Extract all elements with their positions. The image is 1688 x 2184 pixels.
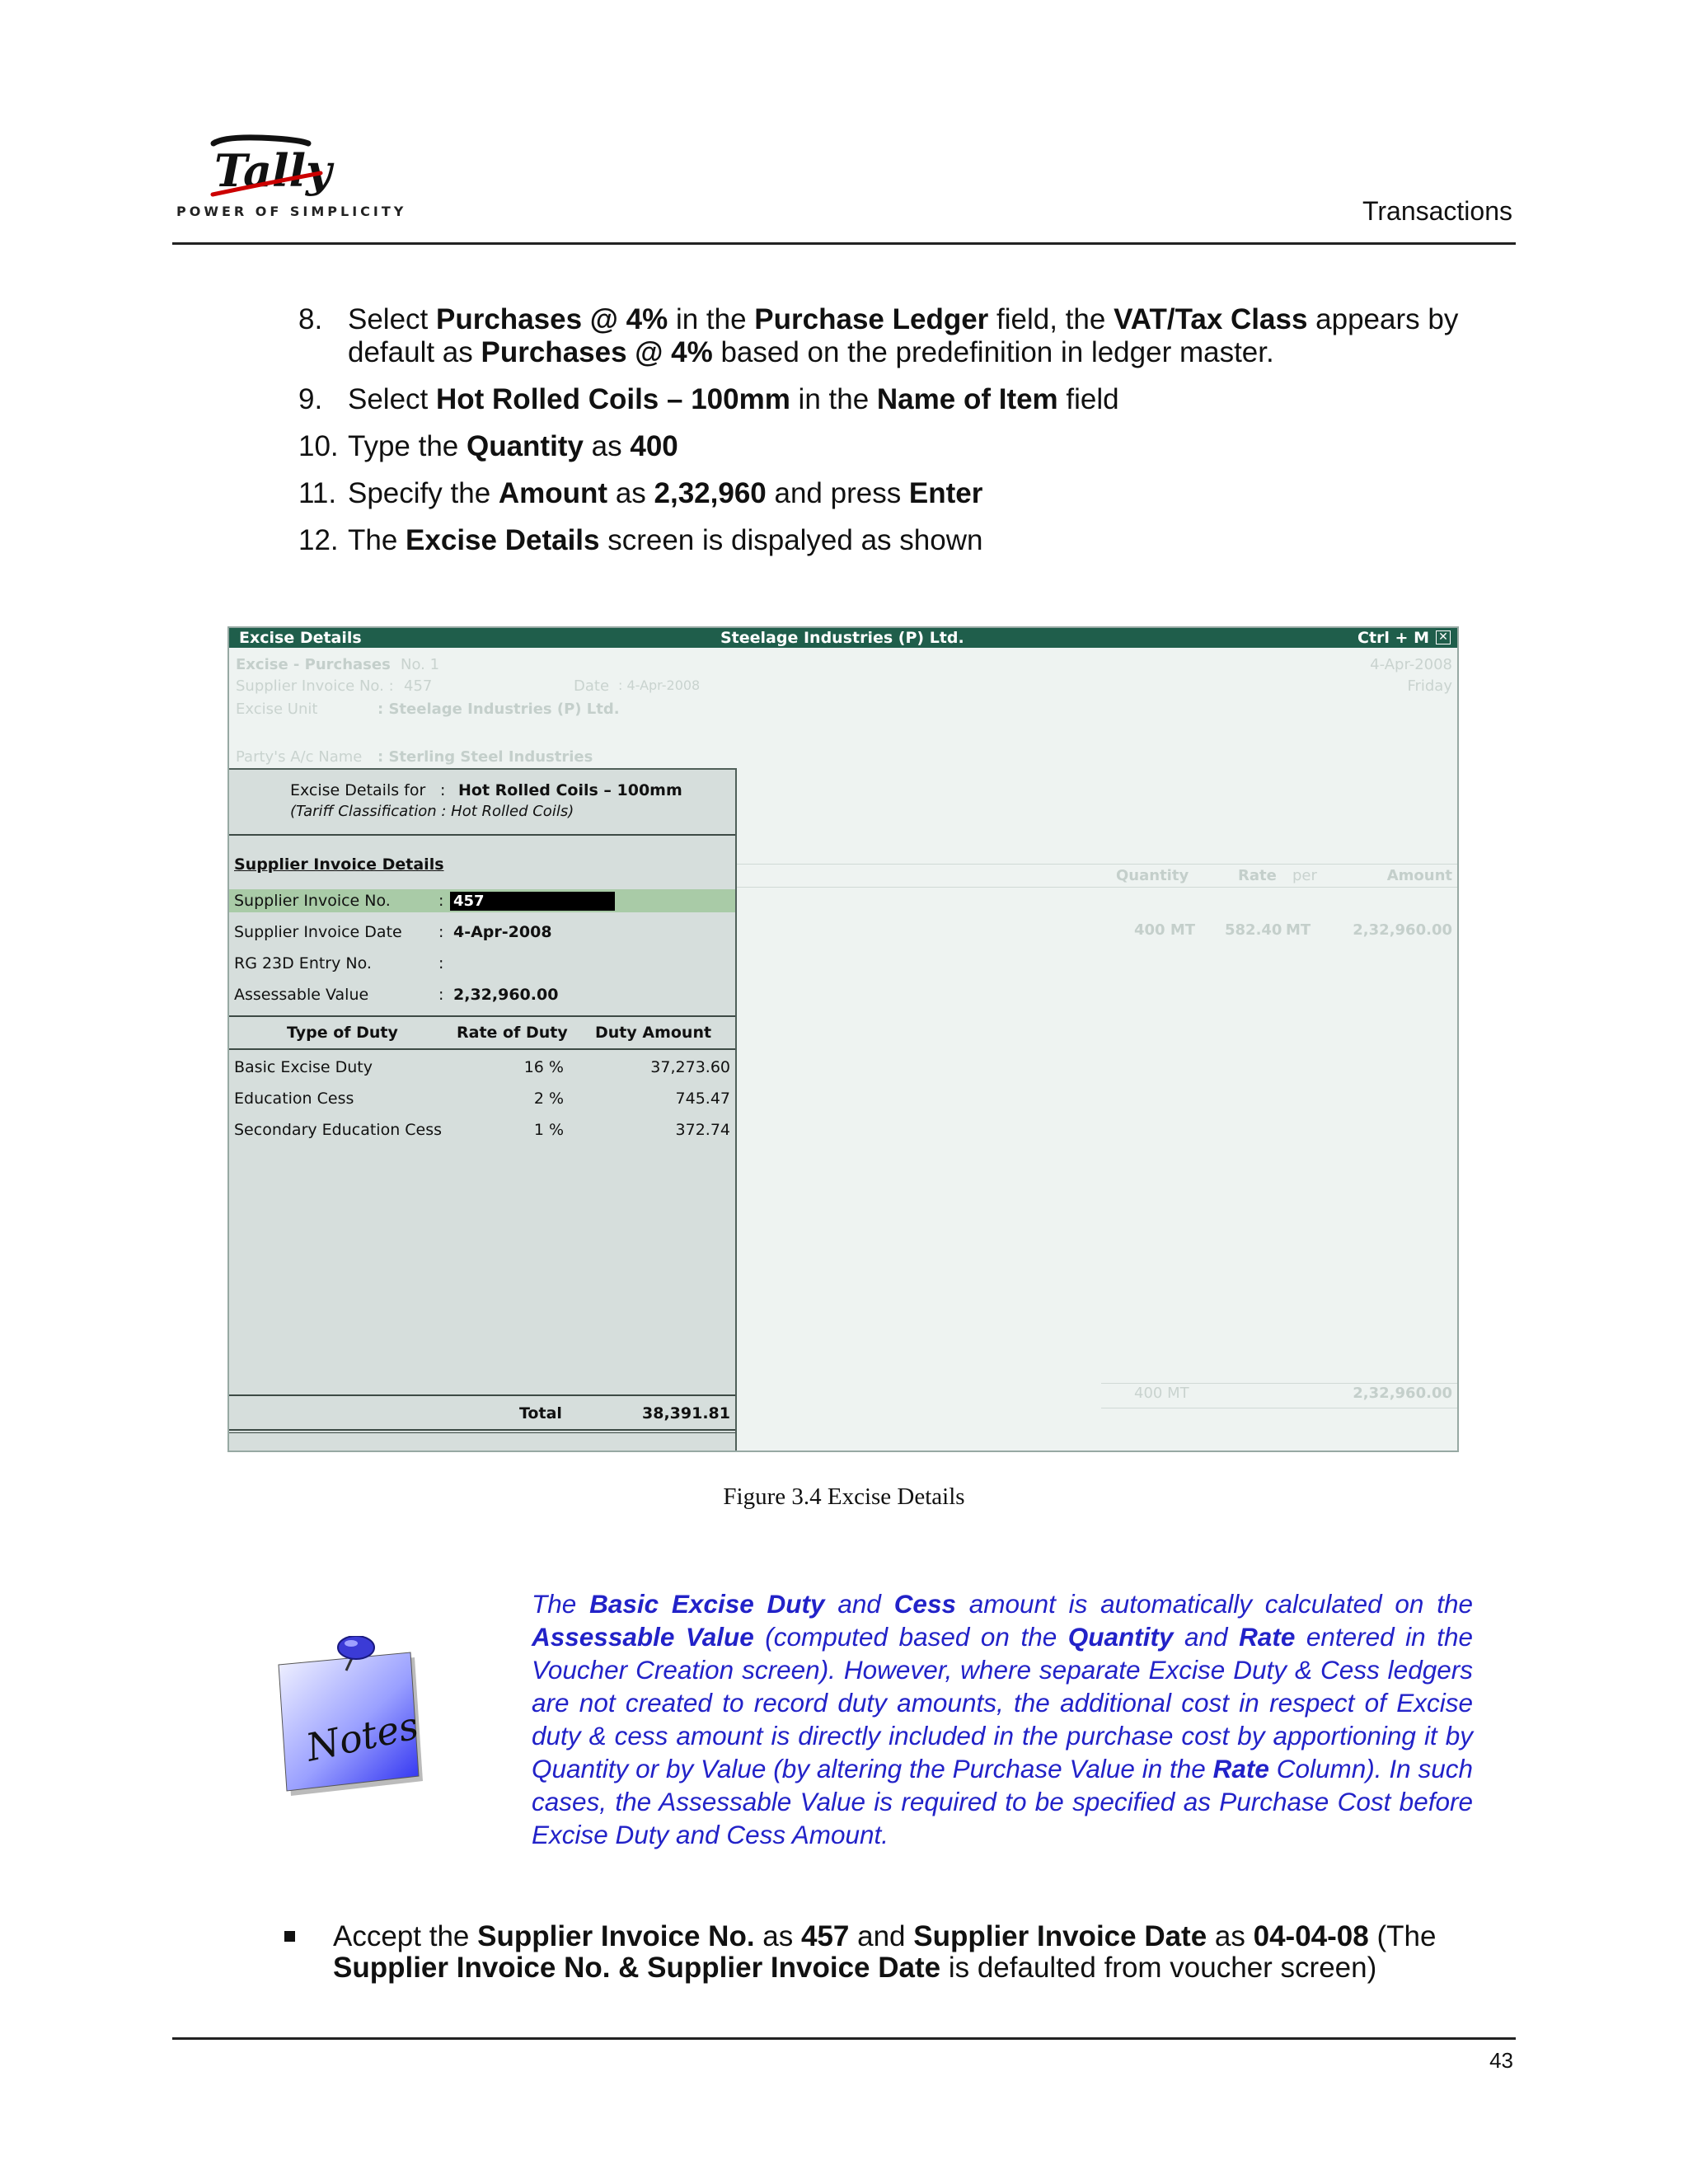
bg-col-quantity: Quantity (1116, 867, 1189, 884)
bullet-text: Accept the (333, 1920, 478, 1952)
details-for-value: Hot Rolled Coils – 100mm (458, 781, 682, 799)
bullet-text: as (1207, 1920, 1254, 1952)
step-bold-text: Purchases @ 4% (436, 303, 668, 335)
excise-details-screen (227, 626, 1459, 1452)
screen-title: Excise Details (239, 629, 362, 647)
bullet-bold-text: Supplier Invoice Date (913, 1920, 1207, 1952)
duty-type: Basic Excise Duty (234, 1058, 373, 1076)
bg-col-rule-top (737, 864, 1459, 865)
notes-icon-label: Notes (302, 1703, 423, 1770)
bullet-bold-text: 457 (800, 1920, 850, 1952)
bg-date-value: : 4-Apr-2008 (618, 677, 701, 693)
step-bold-text: Excise Details (406, 524, 600, 556)
step-text: field, the (988, 303, 1114, 335)
step-text: Select (348, 383, 436, 415)
bg-col-rate: Rate (1238, 867, 1277, 884)
step-bold-text: Amount (498, 477, 608, 509)
bg-party-value: : Sterling Steel Industries (377, 748, 593, 766)
step-number: 12. (298, 524, 339, 556)
details-for-colon: : (440, 781, 446, 799)
step-text: screen is dispalyed as shown (599, 524, 983, 556)
field-value[interactable]: 2,32,960.00 (453, 986, 559, 1004)
panel-rule-2 (229, 1015, 735, 1017)
panel-rule-1 (229, 834, 735, 836)
field-value[interactable]: 4-Apr-2008 (453, 923, 552, 941)
bg-party-label: Party's A/c Name (236, 748, 363, 766)
step-text: Select (348, 303, 436, 335)
bullet-marker (284, 1931, 295, 1942)
note-text: The (532, 1589, 590, 1619)
shortcut-label: Ctrl + M (1357, 629, 1429, 647)
bullet-text: (The (1368, 1920, 1437, 1952)
total-value: 38,391.81 (642, 1404, 730, 1422)
step-number: 11. (298, 477, 337, 509)
field-colon: : (438, 923, 444, 941)
bullet-text: is defaulted from voucher screen) (940, 1952, 1377, 1984)
page-number: 43 (1489, 2048, 1513, 2073)
bg-row-amount: 2,32,960.00 (1353, 921, 1452, 939)
panel-rule-3 (229, 1048, 735, 1050)
bullet-bold-text: Supplier Invoice No. (477, 1920, 755, 1952)
field-label: Assessable Value (234, 986, 369, 1004)
supplier-invoice-no-input[interactable]: 457 (450, 892, 615, 911)
step-text: appears by default as (348, 303, 1459, 368)
step-text (348, 303, 1502, 369)
note-bold-text: Basic Excise Duty (589, 1589, 825, 1619)
step-text: field (1057, 383, 1119, 415)
company-name: Steelage Industries (P) Ltd. (720, 629, 964, 647)
excise-details-panel (229, 768, 737, 1452)
step-text: in the (668, 303, 755, 335)
bullet-text: as (754, 1920, 801, 1952)
step-bold-text: Hot Rolled Coils – 100mm (436, 383, 790, 415)
note-bold-text: Quantity (1067, 1622, 1174, 1652)
bg-voucher-type: Excise - Purchases (236, 656, 391, 673)
figure-caption: Figure 3.4 Excise Details (723, 1483, 965, 1510)
step-text: in the (790, 383, 877, 415)
section-title: Transactions (1362, 196, 1512, 226)
bg-col-rule-bottom (737, 887, 1459, 888)
note-bold-text: Rate (1239, 1622, 1296, 1652)
step-item (298, 383, 1502, 416)
step-number: 10. (298, 430, 339, 462)
step-bold-text: 2,32,960 (654, 477, 767, 509)
step-number: 8. (298, 303, 323, 335)
bg-total-rule (1101, 1383, 1459, 1384)
note-text: (computed based on the (753, 1622, 1068, 1652)
step-bold-text: Enter (908, 477, 983, 509)
panel-rule-6 (229, 1432, 735, 1433)
bullet-bold-text: 04-04-08 (1253, 1920, 1369, 1952)
note-text (532, 1587, 1473, 1851)
details-for-label: Excise Details for (290, 781, 426, 799)
notes-icon (264, 1636, 429, 1809)
duty-rate: 1 % (533, 1121, 564, 1139)
field-colon: : (438, 954, 444, 972)
bg-day: Friday (1407, 677, 1452, 695)
field-colon: : (438, 892, 444, 910)
step-bold-text: VAT/Tax Class (1114, 303, 1308, 335)
bg-supplier-invoice-label: Supplier Invoice No. : (236, 677, 394, 695)
footer-rule (172, 2037, 1516, 2040)
note-text: and (824, 1589, 894, 1619)
step-text: The (348, 524, 406, 556)
bg-row-qty: 400 MT (1134, 921, 1196, 939)
note-text: Column). In such cases, the Assessable Value is required to be specified as Purchase Cost before Excise Duty and Cess Amount. (532, 1754, 1473, 1849)
total-label: Total (519, 1404, 562, 1422)
step-item (298, 430, 1502, 463)
duty-rate: 16 % (523, 1058, 564, 1076)
step-bold-text: 400 (630, 430, 678, 462)
panel-rule-5 (229, 1429, 735, 1431)
note-text: and (1173, 1622, 1240, 1652)
bg-row-unit: MT (1286, 921, 1311, 939)
duty-amount: 37,273.60 (650, 1058, 730, 1076)
close-icon[interactable]: ✕ (1436, 630, 1451, 644)
step-text: Specify the (348, 477, 499, 509)
field-label: Supplier Invoice No. (234, 892, 391, 910)
logo-wordmark: Tally (214, 144, 332, 197)
step-text: Type the (348, 430, 467, 462)
step-text: as (607, 477, 654, 509)
bullet-text (333, 1921, 1512, 1984)
step-text (348, 477, 1502, 510)
step-number: 9. (298, 383, 323, 415)
bg-excise-unit-label: Excise Unit (236, 701, 318, 718)
note-bold-text: Assessable Value (532, 1622, 754, 1652)
step-item (298, 303, 1502, 369)
panel-rule-4 (229, 1394, 735, 1396)
bg-total-amount: 2,32,960.00 (1353, 1385, 1452, 1402)
bg-col-per: per (1292, 867, 1317, 884)
step-text (348, 524, 1502, 557)
bg-supplier-invoice-value: 457 (404, 677, 433, 695)
duty-amount: 745.47 (675, 1090, 730, 1108)
step-text: and press (766, 477, 909, 509)
field-colon: : (438, 986, 444, 1004)
step-text (348, 430, 1502, 463)
step-text: as (583, 430, 631, 462)
note-text: amount is automatically calculated on the (956, 1589, 1474, 1619)
col-rate-of-duty: Rate of Duty (457, 1024, 568, 1042)
step-bold-text: Quantity (466, 430, 584, 462)
bg-voucher-no: No. 1 (401, 656, 440, 673)
bg-excise-unit-value: : Steelage Industries (P) Ltd. (377, 701, 620, 718)
bg-date-label: Date (574, 677, 610, 695)
field-label: RG 23D Entry No. (234, 954, 372, 972)
field-label: Supplier Invoice Date (234, 923, 402, 941)
instruction-steps (298, 303, 1502, 571)
bg-row-rate: 582.40 (1225, 921, 1282, 939)
col-duty-amount: Duty Amount (595, 1024, 712, 1042)
duty-rate: 2 % (533, 1090, 564, 1108)
bullet-text: and (849, 1920, 914, 1952)
logo-tagline: POWER OF SIMPLICITY (176, 204, 407, 219)
step-item (298, 524, 1502, 557)
bullet-bold-text: Supplier Invoice No. & Supplier Invoice Date (333, 1952, 941, 1984)
step-text: based on the predefinition in ledger master. (712, 336, 1274, 368)
col-type-of-duty: Type of Duty (287, 1024, 398, 1042)
duty-type: Secondary Education Cess (234, 1121, 443, 1139)
duty-type: Education Cess (234, 1090, 354, 1108)
tariff-classification: (Tariff Classification : Hot Rolled Coils) (290, 803, 574, 820)
step-bold-text: Purchase Ledger (754, 303, 989, 335)
note-text: entered in the Voucher Creation screen). However, where separate Excise Duty & Cess ledgers are not created to record duty amounts, the additional cost in respect of Excise duty & cess amount is directly included in the purchase cost by apportioning it by Quantity or by Value (by altering the Purchase Value in the (532, 1622, 1473, 1783)
step-bold-text: Name of Item (876, 383, 1058, 415)
header-rule (172, 242, 1516, 245)
supplier-invoice-heading: Supplier Invoice Details (234, 855, 444, 874)
bg-col-amount: Amount (1386, 867, 1452, 884)
note-bold-text: Cess (893, 1589, 956, 1619)
bg-date: 4-Apr-2008 (1370, 656, 1452, 673)
step-item (298, 477, 1502, 510)
title-bar (229, 628, 1457, 648)
bg-total-qty: 400 MT (1134, 1385, 1189, 1402)
duty-amount: 372.74 (675, 1121, 730, 1139)
step-bold-text: Purchases @ 4% (481, 336, 713, 368)
step-text (348, 383, 1502, 416)
note-bold-text: Rate (1212, 1754, 1269, 1783)
